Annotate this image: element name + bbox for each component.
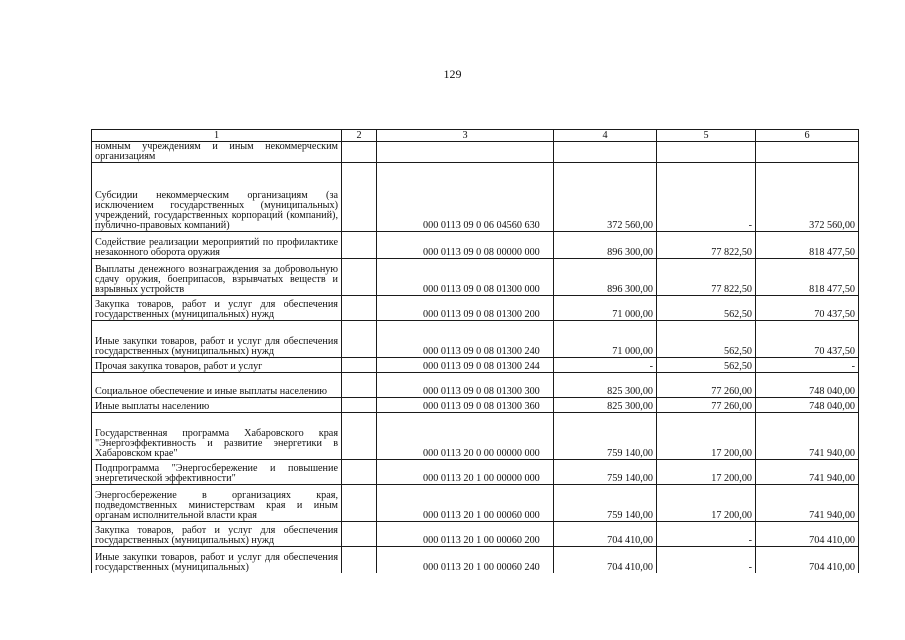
row-value-col4: 71 000,00	[554, 296, 657, 321]
row-name-cell: Прочая закупка товаров, работ и услуг	[92, 358, 342, 373]
row-value-col5: 562,50	[657, 358, 756, 373]
row-value-col4: 704 410,00	[554, 522, 657, 547]
row-value-col6: 741 940,00	[756, 460, 859, 485]
row-code-cell: 000 0113 09 0 08 00000 000	[377, 232, 554, 259]
row-value-col4: 759 140,00	[554, 485, 657, 522]
header-col-1: 1	[92, 130, 342, 142]
row-code-cell: 000 0113 09 0 08 01300 200	[377, 296, 554, 321]
row-value-col5: 17 200,00	[657, 460, 756, 485]
table-row	[92, 522, 859, 547]
row-col2-cell	[342, 373, 377, 398]
row-code-cell: 000 0113 09 0 06 04560 630	[377, 163, 554, 232]
row-value-col5: 17 200,00	[657, 485, 756, 522]
table-row	[92, 460, 859, 485]
row-value-col4: 71 000,00	[554, 321, 657, 358]
row-col2-cell	[342, 460, 377, 485]
row-value-col5: 77 260,00	[657, 373, 756, 398]
row-value-col5: 77 822,50	[657, 232, 756, 259]
row-code-cell: 000 0113 20 1 00 00060 000	[377, 485, 554, 522]
row-value-col5: 562,50	[657, 296, 756, 321]
table-row	[92, 321, 859, 358]
table-row	[92, 296, 859, 321]
table-header-row	[92, 130, 859, 142]
row-value-col4: 825 300,00	[554, 373, 657, 398]
row-code-cell: 000 0113 20 0 00 00000 000	[377, 413, 554, 460]
row-code-cell	[377, 142, 554, 163]
budget-table	[91, 129, 859, 573]
row-col2-cell	[342, 485, 377, 522]
row-code-cell: 000 0113 09 0 08 01300 360	[377, 398, 554, 413]
table-row	[92, 232, 859, 259]
row-value-col6: 70 437,50	[756, 296, 859, 321]
row-name-cell: Иные выплаты населению	[92, 398, 342, 413]
table-row	[92, 547, 859, 574]
row-value-col5: -	[657, 163, 756, 232]
row-value-col4: 896 300,00	[554, 259, 657, 296]
header-col-2: 2	[342, 130, 377, 142]
row-code-cell: 000 0113 09 0 08 01300 300	[377, 373, 554, 398]
row-col2-cell	[342, 358, 377, 373]
row-value-col4: 896 300,00	[554, 232, 657, 259]
table-row	[92, 485, 859, 522]
row-value-col4: 759 140,00	[554, 460, 657, 485]
table-row	[92, 398, 859, 413]
row-name-cell: номным учреждениям и иным некоммерческим организациям	[92, 142, 342, 163]
page-number: 129	[443, 67, 462, 81]
row-value-col6: -	[756, 358, 859, 373]
row-col2-cell	[342, 413, 377, 460]
row-col2-cell	[342, 163, 377, 232]
row-value-col6: 704 410,00	[756, 547, 859, 574]
row-value-col5: 17 200,00	[657, 413, 756, 460]
row-col2-cell	[342, 259, 377, 296]
table-row	[92, 259, 859, 296]
row-code-cell: 000 0113 09 0 08 01300 244	[377, 358, 554, 373]
table-row	[92, 413, 859, 460]
row-name-cell: Закупка товаров, работ и услуг для обеспечения государственных (муниципальных) нужд	[92, 296, 342, 321]
row-value-col6: 741 940,00	[756, 413, 859, 460]
row-value-col4: -	[554, 358, 657, 373]
row-name-cell: Подпрограмма "Энергосбережение и повышение энергетической эффективности"	[92, 460, 342, 485]
table-row	[92, 142, 859, 163]
header-col-3: 3	[377, 130, 554, 142]
table-row	[92, 163, 859, 232]
row-value-col6	[756, 142, 859, 163]
row-value-col4: 704 410,00	[554, 547, 657, 574]
row-code-cell: 000 0113 09 0 08 01300 240	[377, 321, 554, 358]
row-value-col4	[554, 142, 657, 163]
row-value-col6: 704 410,00	[756, 522, 859, 547]
row-code-cell: 000 0113 09 0 08 01300 000	[377, 259, 554, 296]
row-value-col5: -	[657, 547, 756, 574]
row-value-col5: 77 260,00	[657, 398, 756, 413]
row-col2-cell	[342, 398, 377, 413]
row-name-cell: Иные закупки товаров, работ и услуг для обеспечения государственных (муниципальных) нужд	[92, 321, 342, 358]
table-row	[92, 358, 859, 373]
row-col2-cell	[342, 232, 377, 259]
row-col2-cell	[342, 321, 377, 358]
row-name-cell: Закупка товаров, работ и услуг для обеспечения государственных (муниципальных) нужд	[92, 522, 342, 547]
row-value-col4: 372 560,00	[554, 163, 657, 232]
row-value-col6: 748 040,00	[756, 398, 859, 413]
row-name-cell: Субсидии некоммерческим организациям (за исключением государственных (муниципальных) учреждений, государственных корпораций (компаний), публично-правовых компаний)	[92, 163, 342, 232]
row-col2-cell	[342, 296, 377, 321]
row-name-cell: Социальное обеспечение и иные выплаты населению	[92, 373, 342, 398]
row-col2-cell	[342, 142, 377, 163]
row-col2-cell	[342, 522, 377, 547]
row-value-col5: 77 822,50	[657, 259, 756, 296]
row-value-col5	[657, 142, 756, 163]
row-code-cell: 000 0113 20 1 00 00060 200	[377, 522, 554, 547]
row-code-cell: 000 0113 20 1 00 00060 240	[377, 547, 554, 574]
header-col-4: 4	[554, 130, 657, 142]
row-name-cell: Иные закупки товаров, работ и услуг для обеспечения государственных (муниципальных)	[92, 547, 342, 574]
row-name-cell: Выплаты денежного вознаграждения за добровольную сдачу оружия, боеприпасов, взрывчатых веществ и взрывных устройств	[92, 259, 342, 296]
row-value-col5: 562,50	[657, 321, 756, 358]
row-name-cell: Содействие реализации мероприятий по профилактике незаконного оборота оружия	[92, 232, 342, 259]
row-value-col5: -	[657, 522, 756, 547]
row-value-col4: 759 140,00	[554, 413, 657, 460]
row-code-cell: 000 0113 20 1 00 00000 000	[377, 460, 554, 485]
row-name-cell: Энергосбережение в организациях края, подведомственных министерствам края и иным органам исполнительной власти края	[92, 485, 342, 522]
row-value-col6: 70 437,50	[756, 321, 859, 358]
row-value-col4: 825 300,00	[554, 398, 657, 413]
row-value-col6: 818 477,50	[756, 259, 859, 296]
header-col-6: 6	[756, 130, 859, 142]
row-value-col6: 818 477,50	[756, 232, 859, 259]
header-col-5: 5	[657, 130, 756, 142]
row-value-col6: 741 940,00	[756, 485, 859, 522]
row-col2-cell	[342, 547, 377, 574]
row-name-cell: Государственная программа Хабаровского края "Энергоэффективность и развитие энергетики в Хабаровском крае"	[92, 413, 342, 460]
table-row	[92, 373, 859, 398]
row-value-col6: 372 560,00	[756, 163, 859, 232]
row-value-col6: 748 040,00	[756, 373, 859, 398]
